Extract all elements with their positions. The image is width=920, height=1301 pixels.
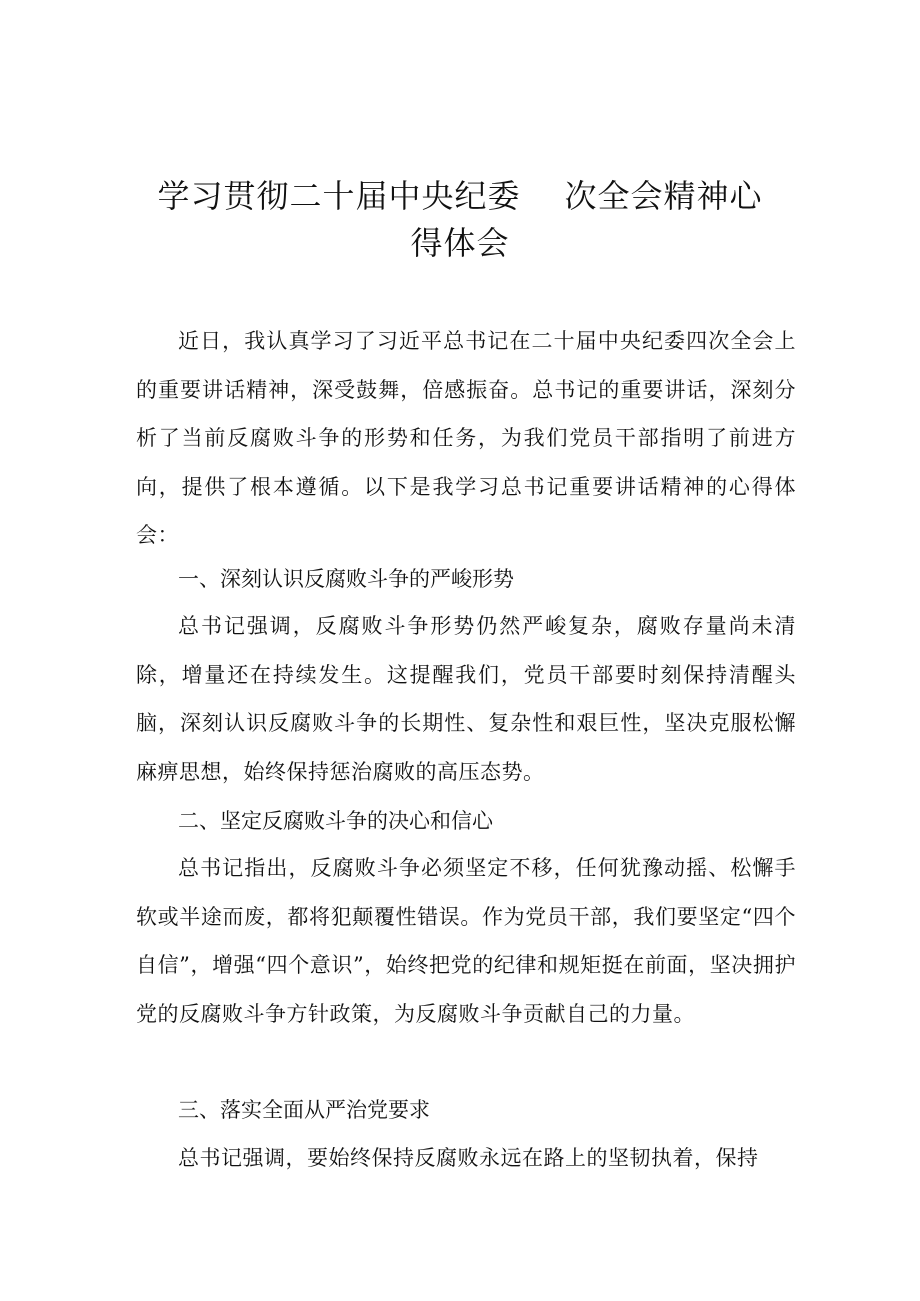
document-title-line-1 xyxy=(130,172,790,220)
section-paragraph-1: 总书记强调，反腐败斗争形势仍然严峻复杂，腐败存量尚未清除，增量还在持续发生。这提醒我们，党员干部要时刻保持清醒头脑，深刻认识反腐败斗争的长期性、复杂性和艰巨性，坚决克服松懈麻痹思想，始终保持惩治腐败的高压态势。 xyxy=(136,614,796,784)
section-paragraph-2: 总书记指出，反腐败斗争必须坚定不移，任何犹豫动摇、松懈手软或半途而废，都将犯颠覆性错误。作为党员干部，我们要坚定“四个自信”，增强“四个意识”，始终把党的纪律和规矩挺在前面，坚决拥护党的反腐败斗争方针政策，为反腐败斗争贡献自己的力量。 xyxy=(136,856,796,1026)
title-part-1: 学习贯彻二十届中央纪委 xyxy=(157,177,521,215)
title-part-2: 次全会精神心 xyxy=(564,177,763,215)
section-heading-2: 二、坚定反腐败斗争的决心和信心 xyxy=(178,809,493,833)
section-heading-3: 三、落实全面从严治党要求 xyxy=(178,1098,430,1122)
section-paragraph-3: 总书记强调，要始终保持反腐败永远在路上的坚韧执着，保持 xyxy=(178,1146,759,1170)
intro-paragraph: 近日，我认真学习了习近平总书记在二十届中央纪委四次全会上的重要讲话精神，深受鼓舞，倍感振奋。总书记的重要讲话，深刻分析了当前反腐败斗争的形势和任务，为我们党员干部指明了前进方向，提供了根本遵循。以下是我学习总书记重要讲话精神的心得体会： xyxy=(136,329,796,547)
document-title-line-2: 得体会 xyxy=(410,224,510,262)
section-heading-1: 一、深刻认识反腐败斗争的严峻形势 xyxy=(178,567,514,591)
